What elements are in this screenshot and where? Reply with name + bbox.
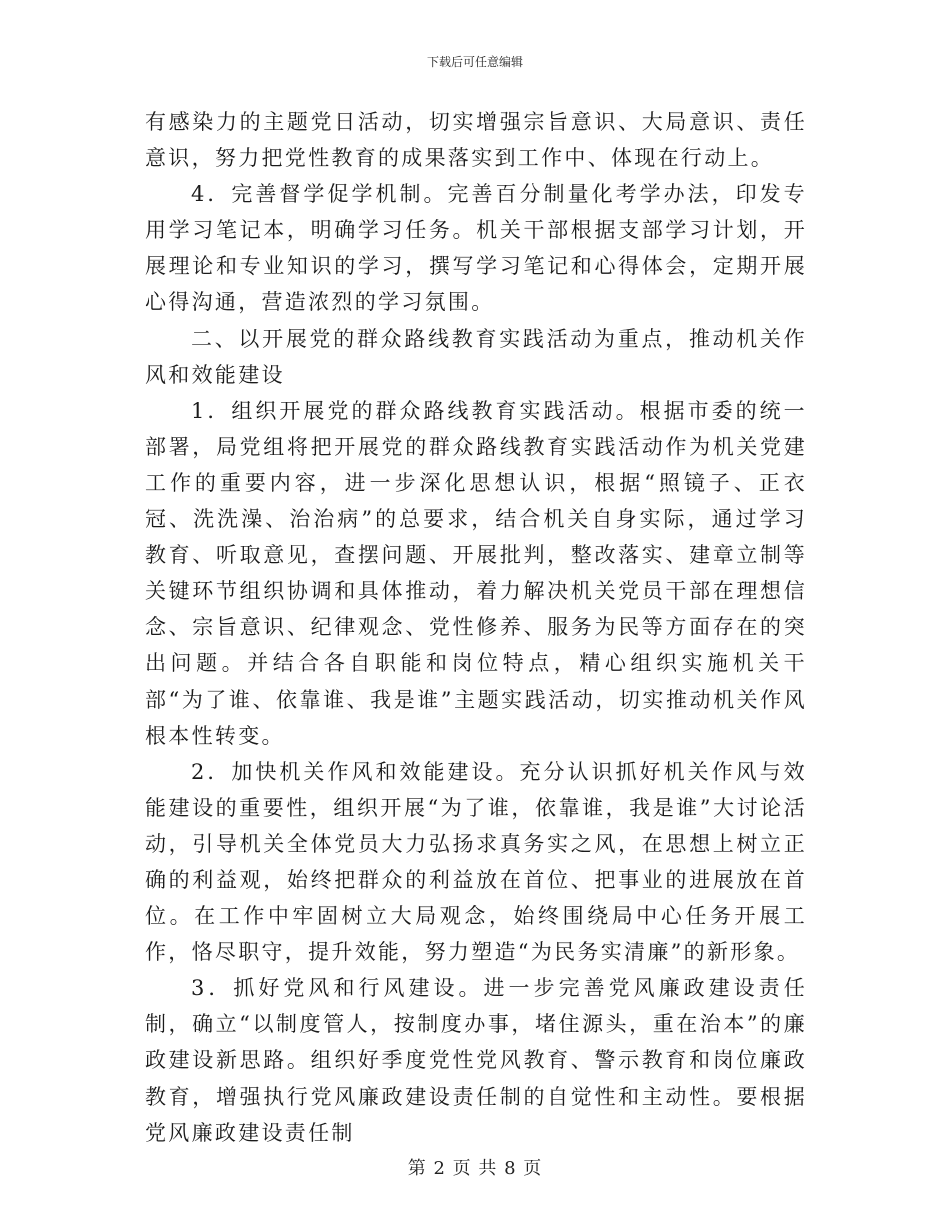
section-heading: 二、以开展党的群众路线教育实践活动为重点，推动机关作风和效能建设 — [145, 326, 807, 387]
paragraph-2: 4．完善督学促学机制。完善百分制量化考学办法，印发专用学习笔记本，明确学习任务。机关干部根据支部学习计划，开展理论和专业知识的学习，撰写学习笔记和心得体会，定期开展心得沟通，营造浓烈的学习氛围。 — [145, 182, 807, 315]
paragraph-4: 2．加快机关作风和效能建设。充分认识抓好机关作风与效能建设的重要性，组织开展“为了谁，依靠谁，我是谁”大讨论活动，引导机关全体党员大力弘扬求真务实之风，在思想上树立正确的利益观，始终把群众的利益放在首位、把事业的进展放在首位。在工作中牢固树立大局观念，始终围绕局中心任务开展工作，恪尽职守，提升效能，努力塑造“为民务实清廉”的新形象。 — [145, 759, 807, 965]
document-body — [145, 104, 807, 1151]
paragraph-1: 有感染力的主题党日活动，切实增强宗旨意识、大局意识、责任意识，努力把党性教育的成果落实到工作中、体现在行动上。 — [145, 110, 807, 171]
paragraph-5: 3．抓好党风和行风建设。进一步完善党风廉政建设责任制，确立“以制度管人，按制度办事，堵住源头，重在治本”的廉政建设新思路。组织好季度党性党风教育、警示教育和岗位廉政教育，增强执行党风廉政建设责任制的自觉性和主动性。要根据党风廉政建设责任制 — [145, 976, 807, 1145]
page-header-note: 下载后可任意编辑 — [426, 55, 523, 69]
paragraph-3: 1．组织开展党的群众路线教育实践活动。根据市委的统一部署，局党组将把开展党的群众路线教育实践活动作为机关党建工作的重要内容，进一步深化思想认识，根据“照镜子、正衣冠、洗洗澡、治治病”的总要求，结合机关自身实际，通过学习教育、听取意见，查摆问题、开展批判，整改落实、建章立制等关键环节组织协调和具体推动，着力解决机关党员干部在理想信念、宗旨意识、纪律观念、党性修养、服务为民等方面存在的突出问题。并结合各自职能和岗位特点，精心组织实施机关干部“为了谁、依靠谁、我是谁”主题实践活动，切实推动机关作风根本性转变。 — [145, 398, 807, 748]
page-number: 第 2 页 共 8 页 — [407, 1158, 543, 1179]
